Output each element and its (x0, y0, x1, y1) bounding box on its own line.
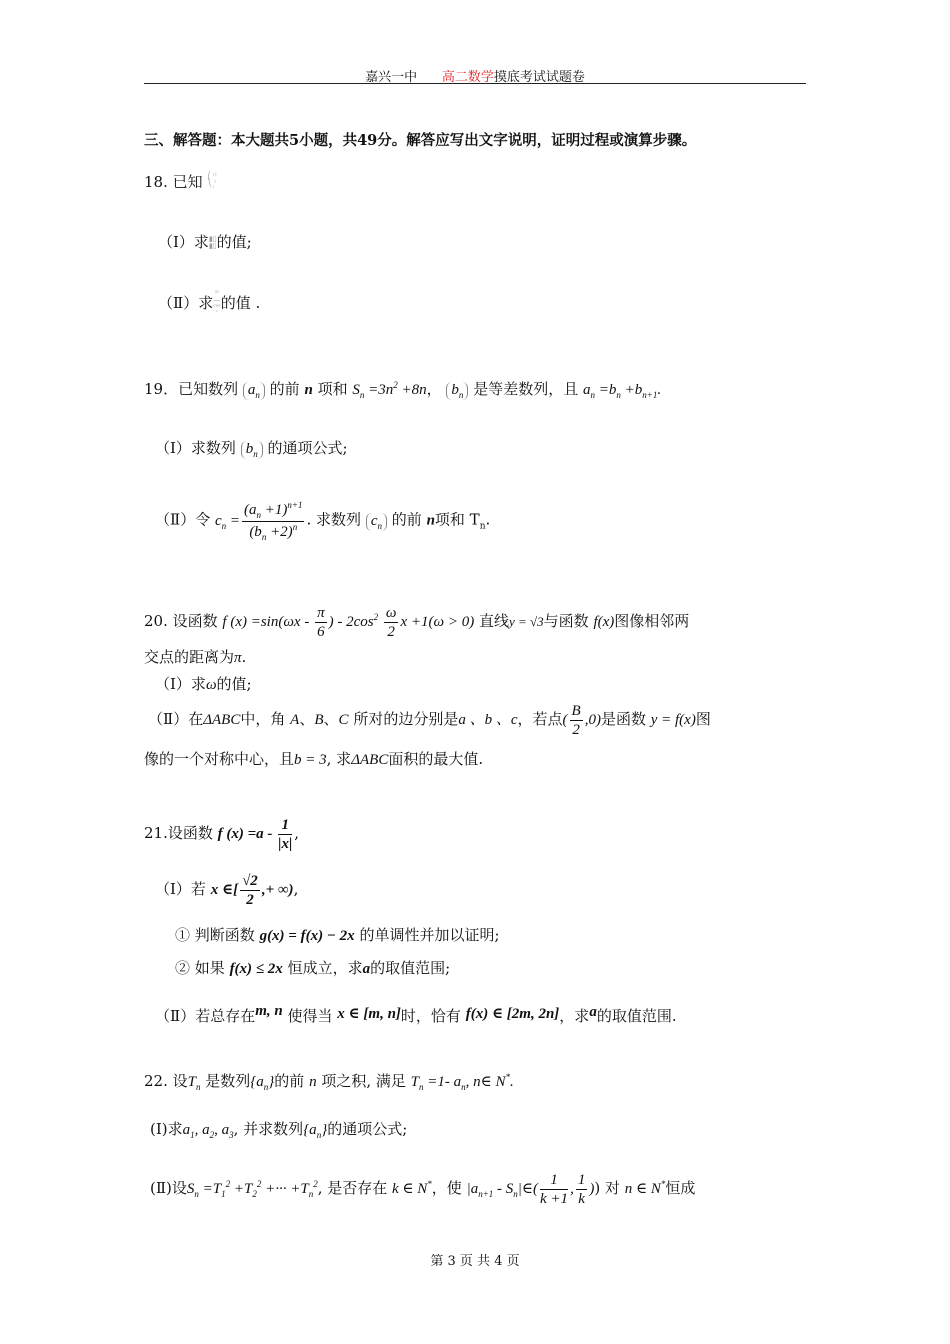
q19-mid2: 项和 (317, 380, 348, 398)
header-title-red: 高二数学 (441, 70, 494, 85)
q21-p2d: ，求 (559, 1007, 590, 1025)
q20-triangle: ΔABC (351, 752, 389, 768)
q21-fin: f(x) ∈ [2m, 2n] (465, 1006, 560, 1022)
broken-formula-image: ▮▯ ▮▯ (208, 235, 217, 250)
q19-part1 (155, 437, 348, 459)
q21-p2e: 的取值范围. (596, 1007, 677, 1025)
q20-y-expr: y = √3 (508, 613, 544, 629)
q20-line3 (144, 748, 483, 769)
q20-p2-c: 所对的边分别是 (353, 709, 459, 728)
q18-p2-tail: 的值 . (220, 294, 261, 312)
q21-p1-label: （Ⅰ）若 (155, 879, 206, 898)
q22-lead: 22. 设 (144, 1072, 188, 1090)
q20-triangle: ΔABC (203, 711, 241, 728)
q20-yfx: y = f(x) (650, 711, 696, 728)
q20-omega: ω (205, 677, 217, 693)
header-title-rest: 摸底考试试题卷 (493, 70, 585, 85)
q18-p2-label: （Ⅱ）求 (158, 294, 214, 312)
q20-p1-label: （Ⅰ）求 (155, 675, 206, 693)
q20-angle-C: C (338, 711, 349, 728)
q22-an: $\{a_n\}$ (250, 1074, 275, 1092)
q19-stem (144, 378, 661, 400)
q20-p2-b: 中，角 (240, 709, 286, 728)
q20-p2-e: 是函数 (600, 709, 646, 728)
q22-p2e: 恒成 (665, 1178, 696, 1197)
q20-f-expr: f (x) =sin(ωx - $\frac{\pi}{6}$ ) - $2\cos^2$ $\frac{\omega}{2}$ x +1(ω > 0) (222, 605, 475, 640)
q21-fx: f (x) =a - $\frac{1}{|x|}$ (217, 817, 293, 852)
q19-relation: $a_n =b_n +b_{n+1}$. (583, 382, 662, 400)
q19-p2-dot: . (485, 510, 491, 529)
q19-n: n (304, 382, 313, 398)
q20-line3b: , 求 (326, 750, 352, 768)
q20-angle-B: B (314, 711, 324, 728)
q20-with: 与函数 (543, 611, 589, 630)
q20-lead: 20. 设函数 (144, 611, 218, 630)
q19-lead: 19．已知数列 (144, 380, 239, 398)
school-name: 嘉兴一中 (365, 70, 418, 85)
q21-s2a: ② 如果 (175, 959, 225, 977)
q22-kN: k ∈ N* (392, 1178, 432, 1197)
q22-abs: $|a_{n+1}$ - $S_n|\in$( $\frac{1}{k +1}$ , $\frac{1}{k}$ ) (466, 1172, 595, 1207)
q21-s1a: ① 判断函数 (175, 926, 255, 944)
q21-p2a: （Ⅱ）若总存在 (155, 1007, 256, 1025)
q20-part2: （Ⅱ）在ΔABC中，角 A、B、C 所对的边分别是a 、b 、c，若点( $\frac{B}{2}$ ,0)是函数 y = f(x)图 (148, 703, 711, 738)
broken-formula-image: ⎛ ⁽⁾ ⎝ ⁾ ˈ (207, 171, 217, 194)
q21-part1: （Ⅰ）若 x ∈[ $\frac{√2}{2}$ ,+ ∞), (155, 873, 299, 908)
q20-b3: b = 3 (294, 752, 327, 768)
q21-lead: 21.设函数 (144, 823, 213, 842)
q20-line3c: 面积的最大值. (388, 750, 484, 768)
q22-part2 (150, 1171, 695, 1208)
q22-p1c: 的通项公式; (327, 1120, 408, 1138)
q21-range: x ∈[ $\frac{√2}{2}$ ,+ ∞) (210, 873, 294, 908)
q21-s1b: 的单调性并加以证明; (359, 926, 500, 944)
q21-a: a (362, 961, 371, 977)
q18-part2 (158, 290, 260, 318)
q20-point: ( $\frac{B}{2}$ ,0) (562, 703, 601, 738)
q22-mid3: 项之积, 满足 (321, 1072, 406, 1090)
q21-a: a (589, 1004, 597, 1020)
q18-part1 (158, 231, 252, 252)
q20-p2-a: （Ⅱ）在 (148, 709, 204, 728)
q19-p2-end: 项和 T (434, 510, 480, 529)
q21-xin: x ∈ [m, n] (337, 1006, 401, 1022)
section-title: 三、解答题：本大题共5小题，共49分。解答应写出文字说明，证明过程或演算步骤。 (144, 132, 697, 149)
q19-comma: ， (426, 380, 442, 398)
q21-p2b: 使得当 (287, 1007, 333, 1025)
q20-part1 (155, 673, 252, 694)
q20-p2-f: 图 (695, 709, 711, 728)
q18-p1-tail: 的值; (216, 233, 252, 251)
q22-p2d: ) 对 (594, 1178, 620, 1197)
q19-p2-tail: 的前 (391, 510, 422, 529)
q21-p2c: 时，恰有 (400, 1007, 461, 1025)
q19-cn-def: $c_n$ = $\frac{(a_n +1)^{n+1}}{(b_n +2)^n}$ (214, 500, 303, 542)
seq-c-braces: $c_n$ (366, 513, 387, 531)
q22-Sn: $S_n =T_1^2 +T_2^2$ +··· $+T_n^2$ (186, 1178, 318, 1199)
q18-number: 18. 已知 (144, 173, 203, 191)
q19-part2 (155, 500, 490, 543)
q21-g: g(x) = f(x) − 2x (259, 928, 355, 944)
q19-mid3: 是等差数列，且 (473, 380, 579, 398)
q21-step1 (175, 924, 500, 945)
q19-p2-label: （Ⅱ）令 (155, 510, 211, 529)
q21-s2c: 的取值范围; (370, 959, 451, 977)
q22-relation: $T_n =1-$ $a_n$, n∈ N*. (410, 1072, 514, 1092)
q22-p1-label: (Ⅰ)求 (150, 1120, 183, 1138)
q22-p2-label: (Ⅱ)设 (150, 1178, 187, 1197)
q18-p1-label: （Ⅰ）求 (158, 233, 209, 251)
q22-n: n (309, 1074, 317, 1090)
q22-p2b: , 是否存在 (317, 1178, 388, 1197)
q21-step2 (175, 957, 450, 978)
q22-p2c: ，使 (431, 1178, 462, 1197)
q22-mid1: 是数列 (205, 1072, 251, 1090)
q20-angle-A: A (290, 711, 300, 728)
q19-p1-label: （Ⅰ）求数列 (155, 439, 236, 457)
q19-p2-mid: . 求数列 (306, 510, 362, 529)
q22-mid2: 的前 (274, 1072, 305, 1090)
q22-stem (144, 1070, 514, 1092)
q21-stem: 21.设函数 f (x) =a - $\frac{1}{|x|}$ , (144, 817, 300, 852)
q21-s2b: 恒成立，求 (287, 959, 363, 977)
q22-T: $T_n$ (187, 1074, 201, 1092)
q19-n: n (426, 512, 435, 529)
q19-mid1: 的前 (269, 380, 300, 398)
q19-sn-formula: $S_n =3n^2 +8n$ (352, 380, 427, 400)
q22-nN: n ∈ N* (624, 1178, 666, 1197)
q21-mn: m, n (255, 1003, 283, 1019)
q21-part2 (155, 1005, 677, 1026)
q19-p2-sub: n (479, 521, 486, 532)
header-rule (144, 83, 806, 84)
q22-an2: $\{a_n\}$ (303, 1122, 328, 1140)
q20-stem (144, 604, 689, 641)
q21-ineq: f(x) ≤ 2x (229, 961, 283, 977)
q20-p2-d: ，若点 (517, 709, 563, 728)
q18-stem (144, 171, 217, 194)
q20-line: 直线 (478, 611, 509, 630)
q22-p1b: , 并求数列 (233, 1120, 304, 1138)
seq-b-braces: $b_n$ (241, 441, 263, 459)
q20-pi: π (234, 650, 242, 666)
q20-p1-tail: 的值; (216, 675, 252, 693)
q22-a123: $a_1$, $a_2$, $a_3$ (182, 1122, 234, 1140)
seq-a-braces: $a_n$ (243, 382, 265, 400)
q22-part1 (150, 1118, 407, 1140)
broken-formula-image: ˢⁱ — ᶜᵒˢ ˈ (213, 289, 221, 318)
page-footer: 第 3 页 共 4 页 (430, 1254, 520, 1269)
q20-line2: 交点的距离为π. (144, 648, 247, 666)
q20-fx: f(x) (593, 613, 615, 630)
q19-p1-tail: 的通项公式; (267, 439, 348, 457)
q20-sides: a 、b 、c (458, 711, 518, 728)
seq-b-braces: $b_n$ (446, 382, 468, 400)
q20-line2-text: 交点的距离为 (144, 648, 235, 666)
q20-line3a: 像的一个对称中心，且 (144, 750, 295, 768)
q20-end: 图像相邻两 (614, 611, 690, 630)
